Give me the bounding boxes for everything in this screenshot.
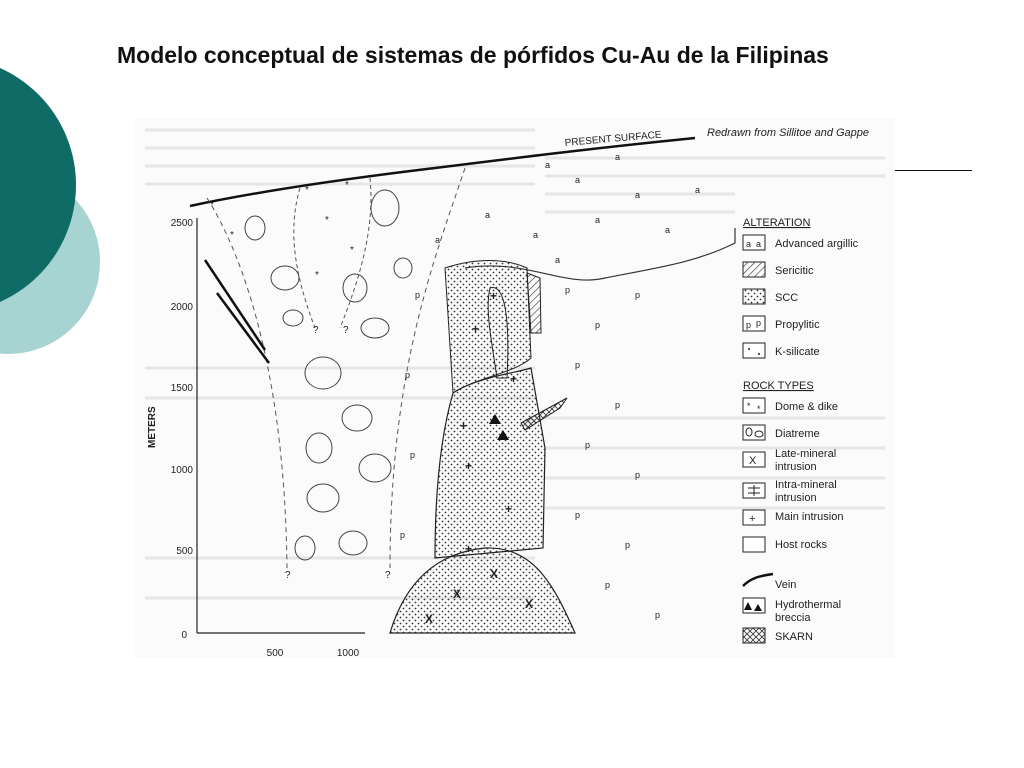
legend-label: Host rocks	[775, 539, 827, 551]
propylitic-symbol: p	[405, 370, 411, 380]
credit-underline	[890, 170, 972, 171]
legend-item-host-rocks	[743, 537, 827, 552]
legend-alteration-heading: ALTERATION	[743, 217, 811, 229]
legend-label: Advanced argillic	[775, 238, 859, 250]
legend-item-dome-dike	[743, 398, 838, 414]
propylitic-symbol: p	[595, 320, 601, 330]
skarn-swatch	[743, 628, 765, 643]
k-silicate-swatch	[743, 343, 765, 358]
vein-line	[205, 260, 265, 350]
legend-item-sericitic	[743, 262, 814, 277]
y-tick-500: 500	[176, 546, 193, 557]
legend-item-scc	[743, 289, 798, 304]
geology-figure	[135, 118, 895, 658]
main-intrusion-symbol: +	[510, 372, 518, 386]
vein-line	[217, 293, 269, 363]
legend-item-skarn	[743, 628, 813, 643]
main-intrusion	[435, 368, 545, 558]
main-intrusion-symbol: +	[460, 419, 468, 433]
vein-swatch	[743, 574, 773, 586]
main-intrusion-symbol: +	[505, 502, 513, 516]
legend-label: SKARN	[775, 631, 813, 643]
argillic-symbol: a	[695, 185, 701, 195]
dome-boundary-left	[294, 188, 315, 328]
dome-boundary-right	[340, 178, 371, 328]
y-axis-label: METERS	[147, 406, 158, 448]
dome-swatch-symbol: *	[757, 404, 761, 414]
legend-item-breccia	[743, 598, 841, 624]
dome-swatch-symbol: *	[747, 401, 751, 411]
dome-symbol: *	[350, 245, 354, 256]
legend-label: breccia	[775, 612, 811, 624]
argillic-swatch-symbol: a	[756, 239, 762, 249]
dome-symbols	[210, 180, 391, 581]
question-mark: ?	[343, 325, 349, 336]
question-mark: ?	[285, 570, 291, 581]
propylitic-symbol: p	[605, 580, 611, 590]
late-mineral-symbol: X	[490, 567, 499, 581]
legend-item-advanced-argillic	[743, 235, 859, 250]
y-tick-2000: 2000	[170, 302, 193, 313]
main-intrusion-symbol: +	[472, 322, 480, 336]
dome-symbol: *	[230, 230, 234, 241]
propylitic-symbol: p	[635, 470, 641, 480]
propylitic-symbol: p	[575, 360, 581, 370]
sericitic-swatch	[743, 262, 765, 277]
legend-item-propylitic	[743, 316, 820, 331]
propylitic-symbol: p	[655, 610, 661, 620]
argillic-symbol: a	[615, 152, 621, 162]
slide-title: Modelo conceptual de sistemas de pórfidos Cu-Au de la Filipinas	[117, 42, 829, 68]
dome-symbol: *	[345, 180, 349, 191]
legend-label: intrusion	[775, 461, 817, 473]
y-tick-1500: 1500	[170, 383, 193, 394]
propylitic-symbol: p	[625, 540, 631, 550]
propylitic-symbol: p	[615, 400, 621, 410]
main-swatch-symbol: +	[749, 513, 756, 525]
legend-label: Hydrothermal	[775, 599, 842, 611]
scc-swatch	[743, 289, 765, 304]
question-mark: ?	[385, 570, 391, 581]
x-tick-1000: 1000	[336, 648, 360, 658]
argillic-symbol: a	[485, 210, 491, 220]
y-tick-labels	[171, 218, 194, 641]
late-mineral-intrusion	[390, 548, 575, 633]
legend-item-k-silicate	[743, 343, 820, 358]
present-surface-label: PRESENT SURFACE	[564, 129, 662, 149]
legend-label: Late-mineral	[775, 448, 837, 460]
legend-rock-heading: ROCK TYPES	[743, 380, 814, 392]
y-tick-1000: 1000	[170, 465, 193, 476]
propylitic-symbol: p	[585, 440, 591, 450]
dome-symbol: *	[305, 185, 309, 196]
legend-label: K-silicate	[775, 346, 820, 358]
dome-symbol: *	[315, 270, 319, 281]
argillic-swatch-symbol: a	[746, 239, 752, 249]
argillic-symbol: a	[533, 230, 539, 240]
cross-section-diagram	[135, 118, 895, 658]
legend-label: Vein	[775, 579, 797, 591]
argillic-symbol: a	[635, 190, 641, 200]
main-intrusion-symbol: +	[465, 459, 473, 473]
main-intrusion-symbol: +	[465, 542, 473, 556]
legend-item-intra-mineral	[743, 479, 837, 504]
propylitic-symbol: p	[565, 285, 571, 295]
propylitic-swatch-symbol: p	[746, 320, 752, 330]
argillic-symbol: a	[545, 160, 551, 170]
credit-text: Redrawn from Sillitoe and Gappe	[707, 127, 870, 139]
diatreme-clasts	[245, 190, 412, 560]
propylitic-symbol: p	[575, 510, 581, 520]
propylitic-swatch-symbol: p	[756, 318, 762, 328]
legend-item-late-mineral	[743, 448, 836, 473]
y-tick-0: 0	[181, 630, 187, 641]
argillic-symbol: a	[595, 215, 601, 225]
argillic-symbol: a	[575, 175, 581, 185]
argillic-symbol: a	[435, 235, 441, 245]
legend-label: SCC	[775, 292, 799, 304]
legend-label: intrusion	[775, 492, 817, 504]
late-mineral-symbol: X	[453, 587, 462, 601]
propylitic-symbol: p	[635, 290, 641, 300]
legend-label: Propylitic	[775, 319, 820, 331]
main-intrusion-symbol: +	[490, 289, 498, 303]
decorative-circles	[0, 0, 110, 400]
legend-item-main-intrusion	[743, 510, 843, 525]
late-mineral-symbol: X	[525, 597, 534, 611]
legend-label: Diatreme	[775, 428, 820, 440]
legend-label: Intra-mineral	[775, 479, 837, 491]
diatreme-boundary-left	[207, 198, 287, 568]
legend-label: Sericitic	[775, 265, 814, 277]
host-rocks-swatch	[743, 537, 765, 552]
dome-symbol: *	[210, 200, 214, 211]
legend-item-vein	[743, 574, 796, 591]
legend-label: Dome & dike	[775, 401, 838, 413]
propylitic-symbol: p	[400, 530, 406, 540]
legend-item-diatreme	[743, 425, 820, 440]
propylitic-symbol: p	[410, 450, 416, 460]
argillic-symbol: a	[555, 255, 561, 265]
legend-label: Main intrusion	[775, 511, 844, 523]
x-tick-500: 500	[266, 648, 284, 658]
late-swatch-symbol: X	[749, 455, 757, 467]
late-mineral-symbol: X	[425, 612, 434, 626]
y-tick-2500: 2500	[170, 218, 193, 229]
dome-symbol: *	[325, 215, 329, 226]
question-mark: ?	[313, 325, 319, 336]
x-tick-labels	[267, 648, 360, 658]
propylitic-symbol: p	[415, 290, 421, 300]
legend	[743, 217, 859, 643]
argillic-symbol: a	[665, 225, 671, 235]
